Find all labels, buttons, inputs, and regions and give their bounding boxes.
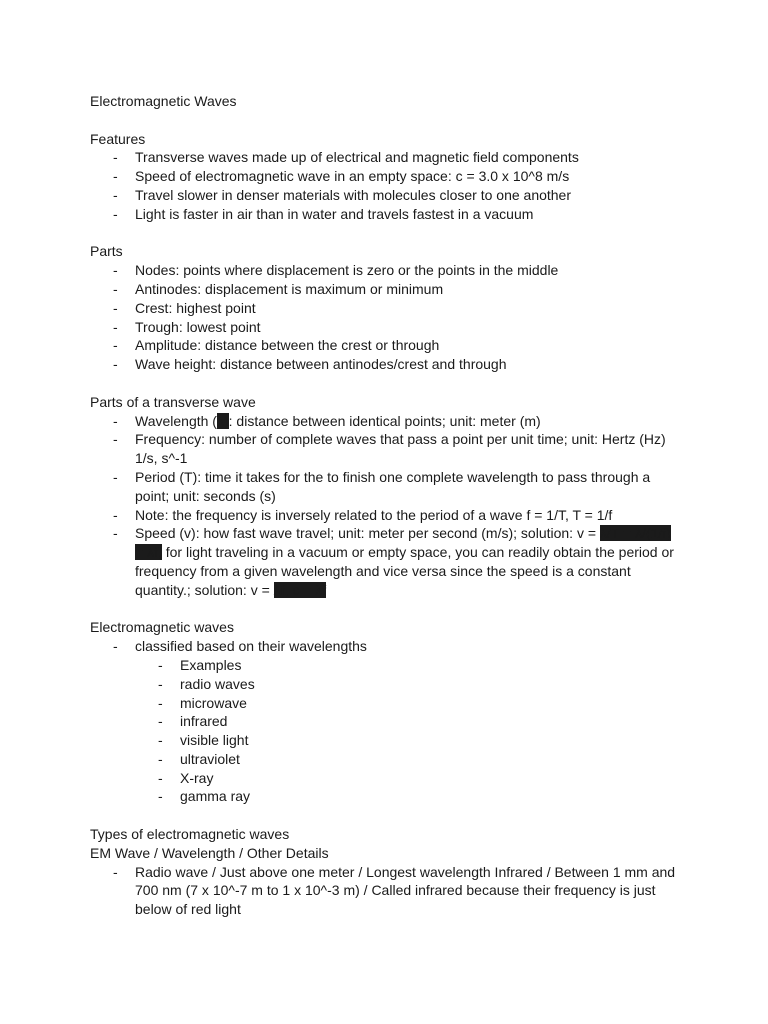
sub-list-item: - Examples — [90, 656, 680, 675]
transverse-list — [90, 412, 680, 600]
types-list — [90, 863, 680, 919]
list-item-speed — [90, 524, 680, 599]
document-title: Electromagnetic Waves — [90, 93, 237, 109]
list-item: - Transverse waves made up of electrical and magnetic field components — [90, 148, 680, 167]
spacer — [90, 806, 680, 825]
spacer — [90, 600, 680, 619]
document-body — [90, 92, 680, 919]
highlighted-text: λ) — [216, 412, 229, 429]
list-item: - Amplitude: distance between the crest or through — [90, 336, 680, 355]
list-item: - Travel slower in denser materials with molecules closer to one another — [90, 186, 680, 205]
list-item: - Speed of electromagnetic wave in an empty space: c = 3.0 x 10^8 m/s — [90, 167, 680, 186]
types-heading: Types of electromagnetic waves — [90, 826, 290, 843]
features-list — [90, 148, 680, 223]
em-waves-list — [90, 637, 680, 656]
wavelength-text-start: Wavelength ( — [135, 412, 217, 429]
wavelength-text-end: : distance between identical points; unit: meter (m) — [228, 412, 541, 429]
list-item: - Crest: highest point — [90, 299, 680, 318]
list-item-frequency: - Frequency: number of complete waves that pass a point per unit time; unit: Hertz (Hz) 1/s, s^-1 — [90, 430, 680, 468]
parts-list — [90, 261, 680, 374]
sub-list-item: - infrared — [90, 712, 680, 731]
em-examples-list — [90, 656, 680, 806]
spacer — [90, 224, 680, 243]
list-item: - Nodes: points where displacement is zero or the points in the middle — [90, 261, 680, 280]
spacer — [90, 111, 680, 130]
sub-list-item: - radio waves — [90, 675, 680, 694]
list-item-wavelength — [90, 412, 680, 431]
list-item: - Wave height: distance between antinodes/crest and through — [90, 355, 680, 374]
sub-list-item: - microwave — [90, 694, 680, 713]
em-waves-heading: Electromagnetic waves — [90, 619, 234, 636]
highlighted-text: λ/T = λ/(1/f) = λf, — [135, 525, 671, 561]
list-item: - Radio wave / Just above one meter / Longest wavelength Infrared / Between 1 mm and 700 nm (7 x 10^-7 m to 1 x 10^-3 m) / Called infrared because their frequency is just below of red light — [90, 863, 680, 919]
transverse-heading: Parts of a transverse wave — [90, 393, 256, 410]
speed-text-start: Speed (v): how fast wave travel; unit: meter per second (m/s); solution: v = — [135, 525, 600, 542]
sub-list-item: - X-ray — [90, 769, 680, 788]
sub-list-item: - gamma ray — [90, 787, 680, 806]
list-item: - classified based on their wavelengths — [90, 637, 680, 656]
highlighted-text: λf, c = λf — [273, 581, 327, 598]
sub-list-item: - ultraviolet — [90, 750, 680, 769]
parts-heading: Parts — [90, 243, 123, 260]
list-item: - Light is faster in air than in water and travels fastest in a vacuum — [90, 205, 680, 224]
list-item: - Trough: lowest point — [90, 318, 680, 337]
features-heading: Features — [90, 130, 146, 147]
spacer — [90, 374, 680, 393]
list-item: - Antinodes: displacement is maximum or minimum — [90, 280, 680, 299]
types-subheading: EM Wave / Wavelength / Other Details — [90, 844, 329, 861]
sub-list-item: - visible light — [90, 731, 680, 750]
list-item-period: - Period (T): time it takes for the to finish one complete wavelength to pass through a point; unit: seconds (s) — [90, 468, 680, 506]
speed-text-middle: for light traveling in a vacuum or empty space, you can readily obtain the period or frequency from a given wavelength and vice versa since the speed is a constant quantity.; solution: v = — [135, 544, 674, 598]
list-item-note: - Note: the frequency is inversely related to the period of a wave f = 1/T, T = 1/f — [90, 506, 680, 525]
